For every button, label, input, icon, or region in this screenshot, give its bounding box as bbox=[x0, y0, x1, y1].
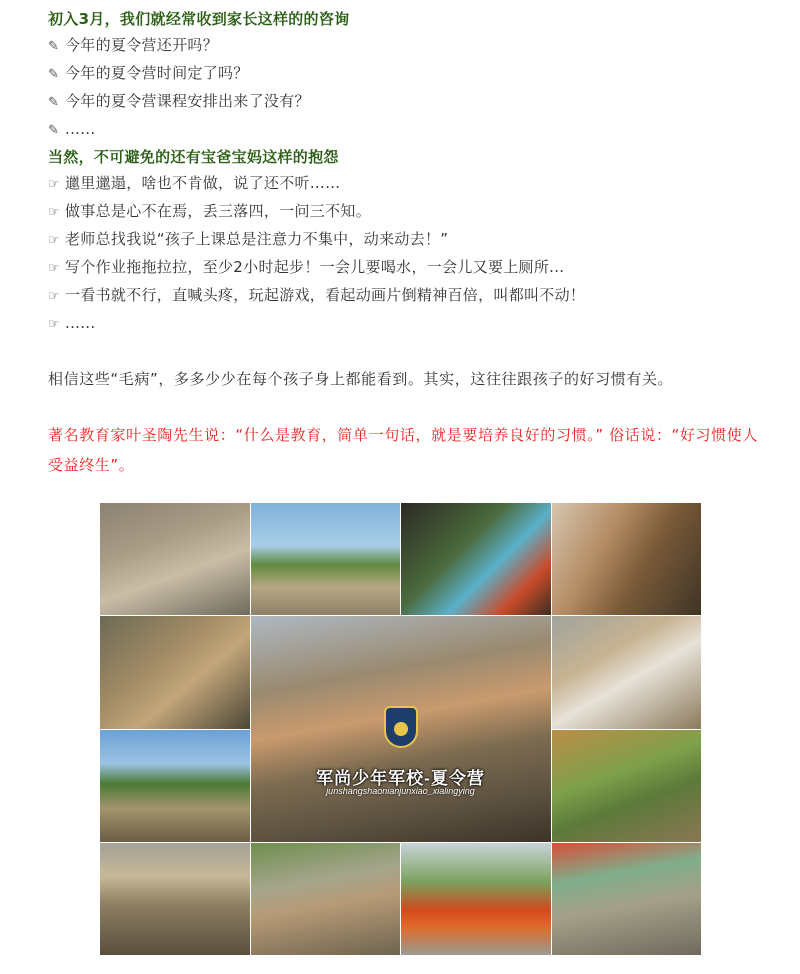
photo-drawing bbox=[552, 616, 702, 728]
collage-title: 军尚少年军校-夏令营 bbox=[316, 769, 485, 789]
pointing-hand-icon: ☞ bbox=[48, 205, 60, 220]
photo-saluting-cadets bbox=[251, 616, 551, 842]
habit-paragraph: 相信这些“毛病”，多多少少在每个孩子身上都能看到。其实，这往往跟孩子的好习惯有关。 bbox=[48, 370, 674, 388]
article-body bbox=[48, 6, 758, 480]
photo-lineup bbox=[100, 730, 250, 842]
photo-dormitory bbox=[100, 616, 250, 728]
pointing-hand-icon: ☞ bbox=[48, 261, 60, 276]
intro-item bbox=[48, 88, 758, 116]
intro-item-text: ...... bbox=[65, 120, 96, 138]
summer-camp-photo-collage bbox=[100, 503, 701, 955]
complaint-item bbox=[48, 310, 758, 338]
intro-item bbox=[48, 116, 758, 144]
complaint-item bbox=[48, 170, 758, 198]
photo-tent-setup bbox=[251, 843, 401, 955]
complaint-item bbox=[48, 282, 758, 310]
military-school-badge-icon bbox=[384, 706, 418, 748]
complaint-item bbox=[48, 198, 758, 226]
complaint-item-text: 邋里邋遢，啥也不肯做，说了还不听…… bbox=[65, 174, 341, 192]
intro-item-text: 今年的夏令营时间定了吗？ bbox=[65, 64, 249, 82]
collage-subtitle: junshangshaonianjunxiao_xialingying bbox=[326, 786, 475, 797]
photo-courtyard-exercise bbox=[552, 843, 702, 955]
photo-outdoor-training bbox=[251, 503, 401, 615]
pointing-hand-icon: ☞ bbox=[48, 233, 60, 248]
complaints-heading: 当然，不可避免的还有宝爸宝妈这样的抱怨 bbox=[48, 148, 339, 166]
complaint-item bbox=[48, 226, 758, 254]
photo-fire-drill bbox=[401, 843, 551, 955]
complaint-item-text: 做事总是心不在焉，丢三落四，一问三不知。 bbox=[65, 202, 372, 220]
complaint-item bbox=[48, 254, 758, 282]
photo-martial-arts-drill bbox=[100, 503, 250, 615]
quote-paragraph: 著名教育家叶圣陶先生说：“什么是教育，简单一句话，就是要培养良好的习惯。” 俗话说：“好习惯使人受益终生”。 bbox=[48, 426, 758, 474]
complaint-item-text: 老师总找我说“孩子上课总是注意力不集中，动来动去！” bbox=[65, 230, 449, 248]
writing-hand-icon: ✎ bbox=[48, 123, 60, 138]
intro-item-text: 今年的夏令营课程安排出来了没有？ bbox=[65, 92, 310, 110]
photo-field-exercise bbox=[552, 730, 702, 842]
complaint-item-text: 写个作业拖拖拉拉，至少2小时起步！一会儿要喝水，一会儿又要上厕所... bbox=[65, 258, 565, 276]
complaint-item-text: 一看书就不行，直喊头疼，玩起游戏，看起动画片倒精神百倍，叫都叫不动！ bbox=[65, 286, 586, 304]
pointing-hand-icon: ☞ bbox=[48, 317, 60, 332]
intro-item bbox=[48, 32, 758, 60]
intro-item bbox=[48, 60, 758, 88]
intro-heading: 初入3月，我们就经常收到家长这样的的咨询 bbox=[48, 10, 350, 28]
photo-shooting-practice bbox=[552, 503, 702, 615]
writing-hand-icon: ✎ bbox=[48, 39, 60, 54]
pointing-hand-icon: ☞ bbox=[48, 177, 60, 192]
complaint-item-text: ...... bbox=[65, 314, 96, 332]
photo-folding-clothes bbox=[100, 843, 250, 955]
photo-sand-table bbox=[401, 503, 551, 615]
pointing-hand-icon: ☞ bbox=[48, 289, 60, 304]
writing-hand-icon: ✎ bbox=[48, 67, 60, 82]
intro-item-text: 今年的夏令营还开吗？ bbox=[65, 36, 219, 54]
writing-hand-icon: ✎ bbox=[48, 95, 60, 110]
